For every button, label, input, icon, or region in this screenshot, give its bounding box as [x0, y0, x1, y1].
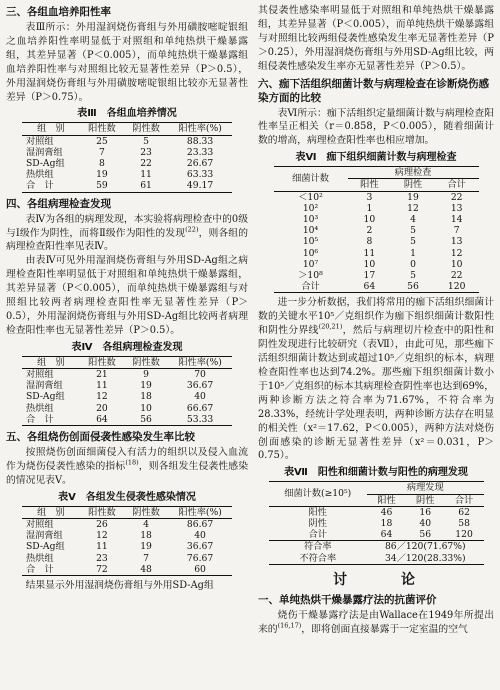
table-cell: 64	[380, 529, 393, 541]
table-cell: 8	[366, 236, 373, 248]
table-cell: 10⁶	[302, 247, 319, 259]
table-cell: 49.17	[168, 180, 232, 192]
table-cell: 76.67	[186, 552, 214, 564]
table-cell: 热烘组	[26, 169, 54, 181]
left-column	[6, 4, 248, 593]
table-row	[274, 225, 479, 236]
table-cell: 13	[450, 202, 463, 214]
table-cell: 19	[140, 541, 152, 553]
discussion-paragraph	[258, 609, 494, 637]
analysis-paragraph	[258, 296, 494, 463]
table-cell: 18	[380, 517, 393, 529]
paragraph-text: 表Ⅳ为各组的病理发现，本实验将病理检查中的0级与Ⅰ级作为阴性，而将Ⅱ级作为阳性的发现	[6, 213, 248, 239]
table-cell: 符合率	[303, 541, 332, 553]
table-cell: 40	[194, 530, 206, 542]
table-cell: 14	[450, 214, 463, 226]
table-cell: 59	[80, 180, 124, 192]
table-cell: 10⁵	[302, 236, 319, 248]
table-cell: ＜10²	[298, 191, 323, 203]
table-header-cell: 阳性率(%)	[168, 356, 232, 368]
table-cell: 11	[96, 541, 108, 553]
paragraph-text: ，然后与病理切片检查中的阳性和阴性发现进行比较研究（表Ⅶ），由此可见，那些痂下活组织细菌计数达到或超过10⁵／克组织的标本，病理检查阳性率也达到74.2%。那些痂下组织细菌计数小于10⁵／克组织的标本其病理检查阴性率也达到69%，两种诊断方法之符合率为71.67%，不符合率为28.33%，经统计学处理表明，两种诊断方法存在明显的相关性（x²＝17.62，P＜0.005），两种方法对烧伤创面感染的诊断无显著性差异（x²＝0.031，P＞0.75）。	[258, 325, 495, 462]
table-cell: 21	[96, 369, 108, 381]
table-cell: 12	[96, 530, 108, 542]
table-cell: 48	[124, 564, 168, 576]
table-cell: 10²	[302, 202, 319, 214]
table-header-cell: 阴性	[406, 494, 445, 506]
paragraph-text: 进一步分析数据，我们将常用的痂下活组织细菌计数的关键水平10⁵／克组织作为痂下组织细菌计数阳性和阴性分界线	[258, 297, 494, 337]
table-cell: 34／120(28.33%)	[367, 553, 483, 565]
table-cell: 23	[96, 552, 108, 564]
table-cell: 46	[380, 506, 393, 518]
table-cell: 合 计	[22, 564, 80, 576]
table-row	[269, 506, 484, 518]
paragraph-text: ，则各组发生侵袭性感染的情况见表Ⅴ。	[6, 460, 249, 486]
table-cell: 12	[96, 391, 108, 403]
table-cell: 2	[366, 225, 373, 237]
table-row	[274, 203, 479, 214]
table-cell: 阴性	[308, 517, 327, 529]
table-cell: 10	[140, 402, 152, 414]
table-cell: 热烘组	[26, 402, 54, 414]
table-header-cell: 阳性数	[80, 123, 124, 135]
table-cell: 25	[96, 135, 108, 147]
table-header-cell: 阴性数	[124, 356, 168, 368]
table-row	[22, 158, 232, 169]
table-cell: 56	[391, 281, 435, 293]
table-cell: 对照组	[26, 518, 54, 530]
citation: (20,21)	[318, 323, 343, 332]
table-row	[22, 380, 232, 391]
table-cell: 10⁷	[302, 258, 319, 270]
table-header-cell: 合计	[445, 494, 484, 506]
table-cell: 22	[450, 191, 463, 203]
table-cell: SD-Ag组	[26, 391, 65, 403]
table-header-cell: 合计	[435, 179, 479, 191]
table-cell: 63.33	[186, 169, 214, 181]
paragraph-text: 按照烧伤创面细菌侵入有活力的组织以及侵入血流作为烧伤侵袭性感染的指标	[6, 447, 248, 472]
table-header-cell: 阳性率(%)	[168, 123, 232, 135]
table-cell: 23.33	[186, 146, 214, 158]
section-6-heading: 六、痂下活组织细菌计数与病理检查在诊断烧伤感染方面的比较	[258, 77, 489, 104]
table-cell: 4	[143, 518, 149, 530]
table-cell: 3	[366, 191, 373, 203]
table-cell: 4	[410, 214, 416, 226]
table-cell: 18	[140, 530, 152, 542]
table-cell: 17	[363, 270, 376, 282]
table-cell: 合 计	[22, 414, 80, 426]
table-cell: 40	[419, 517, 432, 529]
table-cell: 19	[407, 191, 419, 203]
table-cell: 62	[458, 506, 470, 518]
table-cell: 8	[99, 158, 105, 170]
table-row	[274, 236, 479, 247]
table-3-caption: 表Ⅲ 各组血培养情况	[77, 108, 177, 120]
section-3-paragraph: 表Ⅲ所示：外用湿润烧伤膏组与外用磺胺嘧啶银组之血培养阳性率明显低于对照组和单纯热烘干燥暴露组，其差异显著（P＜0.005），而单纯热烘干燥暴露组血培养阳性率与对照组比较无显著性差异（P＞0.5），外用湿润烧伤膏组与外用磺胺嘧啶银组比较亦无显著性差异（P＞0.75）。	[6, 22, 248, 103]
table-row	[22, 530, 232, 541]
table-cell: 0	[410, 258, 416, 270]
table-cell: 88.33	[186, 135, 214, 147]
table-cell: 22	[140, 158, 152, 170]
table-cell: 对照组	[26, 369, 54, 381]
table-cell: 64	[80, 414, 124, 426]
table-row	[22, 553, 232, 564]
table-row	[274, 259, 479, 270]
section-3-heading: 三、各组血培养阳性率	[6, 6, 111, 18]
table-cell: 64	[348, 281, 392, 293]
table-row	[274, 248, 479, 259]
citation: (16,17)	[277, 621, 302, 630]
table-cell: 湿润膏组	[26, 530, 63, 542]
paragraph-text: ，则各组的病理检查阳性率见表Ⅳ。	[6, 227, 249, 253]
discussion-heading: 讨 论	[333, 571, 435, 588]
table-cell: 72	[80, 564, 124, 576]
table-cell: 合 计	[22, 180, 80, 192]
table-cell: 1	[410, 247, 416, 259]
table-cell: 合计	[308, 529, 327, 541]
table-cell: 56	[124, 414, 168, 426]
citation: (22)	[185, 225, 199, 234]
section-4-heading: 四、各组病理检查发现	[6, 197, 111, 210]
table-row	[22, 391, 232, 402]
table-cell: 16	[419, 506, 432, 518]
table-cell: 23	[140, 146, 152, 158]
table-cell: 热烘组	[26, 552, 54, 564]
section-5-paragraph	[6, 446, 248, 488]
table-row	[269, 541, 484, 553]
table-header-cell: 阴性	[391, 179, 435, 191]
table-row	[274, 214, 479, 225]
table-cell: 26	[96, 518, 108, 530]
table-header-cell: 阴性数	[124, 506, 168, 518]
table-cell: 86.67	[186, 518, 214, 530]
table-cell: 11	[140, 169, 152, 181]
table-header-cell: 细菌计数(≥10⁵)	[269, 482, 368, 506]
table-5	[22, 506, 232, 576]
table-row	[274, 191, 479, 203]
table-cell: 120	[455, 529, 473, 541]
table-cell: 36.67	[186, 541, 214, 553]
table-cell: 13	[450, 236, 463, 248]
table-cell: 阳性	[308, 506, 327, 518]
table-cell: 22	[450, 270, 463, 282]
table-row	[22, 147, 232, 158]
table-cell: 5	[410, 225, 416, 237]
table-row	[22, 369, 232, 381]
table-6-caption: 表Ⅵ 痂下组织细菌计数与病理检查	[295, 152, 457, 164]
table-row	[274, 270, 479, 281]
table-cell: ＞10⁸	[298, 270, 323, 282]
table-header-cell: 阴性数	[124, 123, 168, 135]
section-6-paragraph: 表Ⅵ所示：痂下活组织定量细菌计数与病理检查阳性率呈正相关（r＝0.858，P＜0.005），随着细菌计数的增高，病理检查阳性率也相应增加。	[258, 107, 494, 147]
citation: (18)	[125, 458, 139, 467]
table-cell: 10³	[302, 214, 319, 226]
table-cell: 11	[363, 247, 376, 259]
table-header-cell: 阳性	[367, 494, 406, 506]
table-cell: 7	[99, 146, 105, 158]
table-row	[22, 180, 232, 192]
continued-paragraph: 其侵袭性感染率明显低于对照组和单纯热烘干燥暴露组，其差异显著（P＜0.005），而单纯热烘干燥暴露组与对照组比较两组侵袭性感染发生率无显著性差异（P＞0.25），外用湿润烧伤膏组与外用SD-Ag组比较，两组侵袭性感染发生率亦无显著性差异（P＞0.5）。	[258, 5, 494, 72]
table-cell: 18	[140, 391, 152, 403]
paragraph-text: 烧伤干燥暴露疗法是由Wallace在1949年所提出来的	[258, 609, 494, 635]
table-row	[274, 281, 479, 293]
table-header-cell: 阳性	[348, 179, 392, 191]
table-cell: 61	[124, 180, 168, 192]
table-header-cell: 细菌计数	[274, 167, 348, 191]
table-header-cell: 阳性率(%)	[168, 506, 232, 518]
table-cell: 5	[410, 270, 416, 282]
discussion-subheading: 一、单纯热烘干燥暴露疗法的抗菌评价	[258, 593, 437, 606]
table-header-cell: 阳性数	[80, 506, 124, 518]
table-header-cell: 阳性数	[80, 356, 124, 368]
table-cell: 58	[458, 517, 470, 529]
table-cell: 9	[143, 369, 149, 381]
right-column	[258, 4, 494, 637]
table-cell: 70	[194, 369, 206, 381]
table-row	[22, 541, 232, 552]
table-cell: 湿润膏组	[26, 380, 63, 392]
table-row	[269, 518, 484, 529]
table-row	[269, 529, 484, 541]
table-4-caption: 表Ⅳ 各组病理检查发现	[71, 341, 183, 353]
table-3	[22, 122, 232, 192]
table-5-caption: 表Ⅴ 各组发生侵袭性感染情况	[58, 491, 196, 503]
table-cell: 19	[140, 380, 152, 392]
table-7	[269, 481, 484, 564]
table-row	[22, 564, 232, 576]
section-4-paragraph-1	[6, 213, 248, 255]
table-row	[22, 518, 232, 530]
table-header-cell: 组 别	[22, 506, 80, 518]
table-group-header: 病理检查	[348, 167, 479, 179]
table-cell: 20	[96, 402, 108, 414]
table-cell: 26.67	[186, 158, 214, 170]
table-cell: 36.67	[186, 380, 214, 392]
table-cell: 10	[363, 258, 376, 270]
table-cell: 不符合率	[269, 553, 368, 565]
table-cell: 10	[363, 214, 376, 226]
table-cell: 5	[410, 236, 416, 248]
table-row	[22, 403, 232, 414]
table-6	[274, 166, 479, 293]
table-cell: 12	[407, 202, 419, 214]
table-4	[22, 356, 232, 426]
table-cell: 120	[435, 281, 479, 293]
table-cell: 1	[366, 202, 373, 214]
table-row	[22, 414, 232, 426]
table-cell: 66.67	[186, 402, 214, 414]
section-4-paragraph-2: 由表Ⅳ可见外用湿润烧伤膏组与外用SD-Ag组之病理检查阳性率明显低于对照组和单纯热烘干燥暴露组，其差异显著（P＜0.005），而单纯热烘干燥暴露组与对照组比较两者病理检查阳性率无显著性差异（P＞0.5），外用湿润烧伤膏组与外用SD-Ag组比较两者病理检查阳性率也无显著性差异（P＞0.5）。	[6, 255, 248, 336]
table-cell: 10⁴	[302, 225, 319, 237]
section-5-heading: 五、各组烧伤创面侵袭性感染发生率比较	[6, 431, 195, 444]
table-cell: 7	[143, 552, 149, 564]
table-cell: SD-Ag组	[26, 541, 65, 553]
table-cell: 湿润膏组	[26, 146, 63, 158]
table-cell: 11	[96, 380, 108, 392]
table-group-header: 病理发现	[367, 482, 483, 494]
table-cell: SD-Ag组	[26, 158, 65, 170]
table-row	[22, 135, 232, 147]
table-7-caption: 表Ⅶ 阳性和细菌计数与阳性的病理发现	[284, 467, 468, 479]
table-cell: 10	[450, 258, 463, 270]
table-cell: 合计	[274, 281, 348, 293]
bottom-paragraph: 结果显示外用湿润烧伤膏组与外用SD-Ag组	[25, 579, 214, 591]
table-cell: 40	[194, 391, 206, 403]
table-header-cell: 组 别	[22, 356, 80, 368]
table-header-cell: 组 别	[22, 123, 80, 135]
table-cell: 对照组	[26, 135, 54, 147]
table-cell: 19	[96, 169, 108, 181]
table-cell: 53.33	[168, 414, 232, 426]
table-cell: 12	[450, 247, 463, 259]
table-cell: 56	[419, 529, 432, 541]
table-cell: 5	[143, 135, 149, 147]
table-cell: 60	[168, 564, 232, 576]
table-cell: 86／120(71.67%)	[384, 541, 466, 553]
paragraph-text: ，即将创面直接暴露于一定室温的空气	[301, 623, 468, 635]
table-row	[269, 553, 484, 565]
table-cell: 7	[453, 225, 460, 237]
table-row	[22, 169, 232, 180]
